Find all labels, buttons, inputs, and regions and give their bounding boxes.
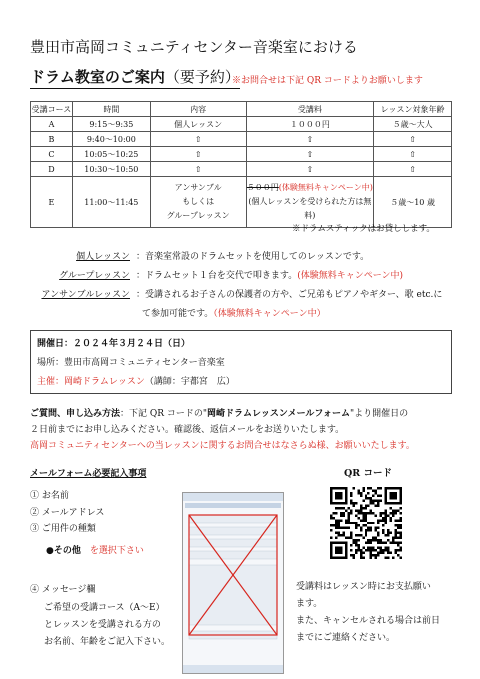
col-age: レッスン対象年齢 [374,102,452,117]
cell-fee: ⇧ [246,162,374,177]
term-key: 個人レッスン [76,252,130,262]
form-name: 岡崎ドラムレッスンメールフォーム [207,409,350,419]
cell-age: ⇧ [374,162,452,177]
event-info-box [30,330,452,394]
term-value: ：音楽室常設のドラムセットを使用してのレッスンです。 [136,252,370,262]
form-item-note: お名前、年齢をご記入下さい。 [44,637,171,647]
col-time: 時間 [72,102,150,117]
event-place: 場所：豊田市高岡コミュニティセンター音楽室 [37,358,225,368]
form-item: ④ メッセージ欄 [30,585,96,595]
lesson-terms [30,248,460,318]
table-row [31,147,452,162]
cell-time: 9:15～9:35 [72,117,150,132]
campaign-badge: （体験無料キャンペーン中） [213,309,326,319]
payment-line: また、キャンセルされる場合は前日 [296,616,441,626]
inquiry-section [30,406,454,454]
cell-course: A [31,117,73,132]
cell-content: 個人レッスン [150,117,246,132]
cell-content: ⇧ [150,132,246,147]
title-sub: （要予約） [164,68,240,86]
title-main: ドラム教室のご案内 [30,68,165,86]
cell-time: 9:40～10:00 [72,132,150,147]
cell-fee: ⇧ [246,147,374,162]
term-key: グループレッスン [59,271,130,281]
inquiry-line1: ご質問、申し込み方法：下記 QR コードの"岡崎ドラムレッスンメールフォーム"より開催日の [30,409,409,419]
mail-form-thumbnail-icon [183,493,283,673]
drumstick-note: ※ドラムスティックはお貸しします。 [292,224,435,234]
payment-line: ます。 [296,599,323,609]
cell-age: ５歳～大人 [374,117,452,132]
content-line: アンサンブル [174,183,222,192]
cell-time: 10:05～10:25 [72,147,150,162]
form-requirements-title: メールフォーム必要記入事項 [30,469,147,479]
table-row [31,162,452,177]
col-fee: 受講料 [246,102,374,117]
col-course: 受講コース [31,102,73,117]
qr-code-icon[interactable] [330,487,402,559]
cell-age: ⇧ [374,132,452,147]
payment-line: 受講料はレッスン時にお支払願い [296,582,431,592]
inquiry-label: ご質問、申し込み方法 [30,409,121,419]
payment-note [296,579,466,647]
cell-fee: ⇧ [246,132,374,147]
content-line: グループレッスン [166,211,230,220]
event-date: 開催日：２０２４年３月２４日（日） [37,339,191,349]
payment-line: までにご連絡ください。 [296,633,396,643]
campaign-badge: (体験無料キャンペーン中) [278,183,373,192]
fee-note: (個人レッスンを受けられた方は無 [248,197,372,206]
cell-age: ５歳～10 歳 [374,177,452,228]
form-item-note: ご希望の受講コース（A～E） [44,603,165,613]
table-header-row [31,102,452,117]
mail-form-screenshot [182,492,284,674]
cell-course: E [31,177,73,228]
cell-time: 10:30～10:50 [72,162,150,177]
term-value: ：受講されるお子さんの保護者の方や、ご兄弟もピアノやギター、歌 etc.に [136,290,443,300]
form-item-note: とレッスンを受講される方の [44,620,161,630]
cell-fee: １０００円 [246,117,374,132]
lesson-table [30,101,452,228]
cell-age: ⇧ [374,147,452,162]
col-content: 内容 [150,102,246,117]
qr-title: QR コード [344,468,392,479]
cell-fee [246,177,374,228]
cell-content: ⇧ [150,147,246,162]
inquiry-warning: 高岡コミュニティセンターへの当レッスンに関するお問合せはなさらぬ様、お願いいたします。 [30,441,415,451]
fee-strikethrough: ５００円 [246,183,279,192]
fee-note: 料) [304,211,316,220]
cell-course: C [31,147,73,162]
inquiry-line2: ２日前までにお申し込みください。確認後、返信メールをお送りいたします。 [30,425,345,435]
table-row [31,177,452,228]
term-value: ：ドラムセット１台を交代で叩きます。(体験無料キャンペーン中) [136,271,404,281]
table-row [31,117,452,132]
cell-course: D [31,162,73,177]
term-value-cont: て参加可能です。（体験無料キャンペーン中） [142,309,326,319]
cell-content [150,177,246,228]
campaign-badge: (体験無料キャンペーン中) [297,271,404,281]
form-item: ③ ご用件の種類 [30,524,96,534]
title-line2 [30,66,240,89]
title-line1: 豊田市高岡コミュニティセンター音楽室における [30,38,358,56]
qr-inquiry-note: ※お問合せは下記 QR コードよりお願いします [232,76,423,86]
cell-time: 11:00～11:45 [72,177,150,228]
content-line: もしくは [182,197,215,206]
form-item-choice: ●その他 を選択下さい [46,546,144,556]
cell-course: B [31,132,73,147]
cell-content: ⇧ [150,162,246,177]
form-item: ① お名前 [30,491,69,501]
term-key: アンサンブルレッスン [41,290,130,300]
form-item: ② メールアドレス [30,508,105,518]
event-host: 主催：岡崎ドラムレッスン（講師：宇都宮 広） [37,377,235,387]
table-row [31,132,452,147]
